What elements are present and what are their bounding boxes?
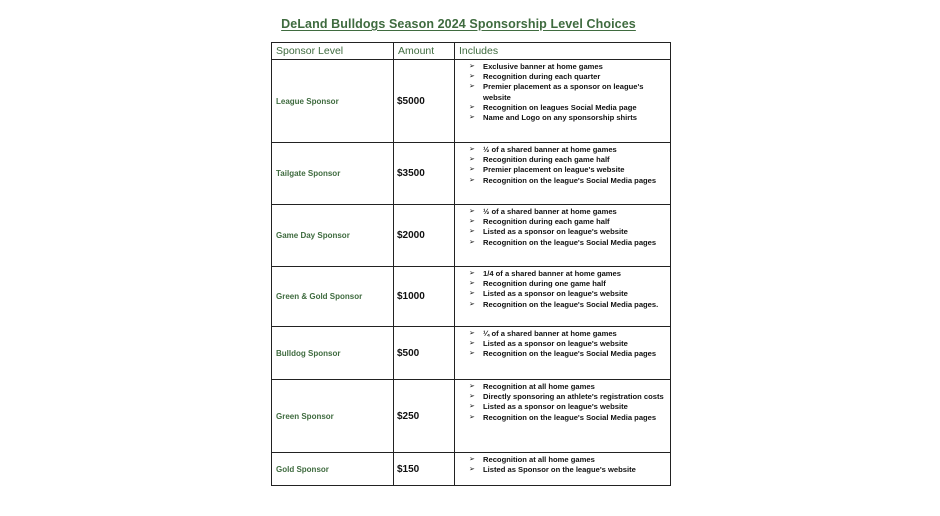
benefit-item: ➢ Recognition on the league's Social Media pages xyxy=(469,176,664,186)
benefit-item: ➢ Recognition on the league's Social Media pages. xyxy=(469,300,664,310)
benefits-list xyxy=(469,207,664,248)
sponsor-level-cell: Tailgate Sponsor xyxy=(272,143,394,205)
benefit-item: ➢ Listed as a sponsor on league's website xyxy=(469,402,664,412)
includes-cell xyxy=(455,380,671,453)
includes-cell xyxy=(455,453,671,486)
benefit-item: ➢ ½ of a shared banner at home games xyxy=(469,145,664,155)
benefit-item: ➢ Recognition during each quarter xyxy=(469,72,664,82)
amount-cell: $1000 xyxy=(394,267,455,327)
benefit-item: ➢ Recognition at all home games xyxy=(469,382,664,392)
table-row xyxy=(272,380,671,453)
includes-cell xyxy=(455,205,671,267)
benefit-item: ➢ Exclusive banner at home games xyxy=(469,62,664,72)
benefits-list xyxy=(469,329,664,360)
header-amount: Amount xyxy=(394,43,455,60)
table-row xyxy=(272,267,671,327)
page-title: DeLand Bulldogs Season 2024 Sponsorship Level Choices xyxy=(281,17,636,31)
benefit-item: ➢ Premier placement as a sponsor on league's website xyxy=(469,82,664,102)
includes-cell xyxy=(455,143,671,205)
benefit-item: ➢ Recognition on leagues Social Media page xyxy=(469,103,664,113)
benefit-item: ➢ Listed as a sponsor on league's website xyxy=(469,227,664,237)
sponsorship-table xyxy=(271,42,671,486)
sponsor-level-cell: League Sponsor xyxy=(272,60,394,143)
amount-cell: $150 xyxy=(394,453,455,486)
benefits-list xyxy=(469,382,664,423)
table-row xyxy=(272,143,671,205)
amount-cell: $3500 xyxy=(394,143,455,205)
sponsor-level-cell: Green & Gold Sponsor xyxy=(272,267,394,327)
benefit-item: ➢ Name and Logo on any sponsorship shirts xyxy=(469,113,664,123)
benefit-item: ➢ Recognition during one game half xyxy=(469,279,664,289)
sponsor-level-cell: Gold Sponsor xyxy=(272,453,394,486)
benefit-item: ➢ 1/4 of a shared banner at home games xyxy=(469,269,664,279)
benefits-list xyxy=(469,269,664,310)
sponsor-level-cell: Bulldog Sponsor xyxy=(272,327,394,380)
benefits-list xyxy=(469,455,664,475)
benefit-item: ➢ Recognition at all home games xyxy=(469,455,664,465)
benefit-item: ➢ Recognition during each game half xyxy=(469,217,664,227)
benefit-item: ➢ Premier placement on league's website xyxy=(469,165,664,175)
header-includes: Includes xyxy=(455,43,671,60)
table-header-row xyxy=(272,43,671,60)
benefit-item: ➢ ½ of a shared banner at home games xyxy=(469,207,664,217)
amount-cell: $250 xyxy=(394,380,455,453)
benefit-item: ➢ ¼ of a shared banner at home games xyxy=(469,329,664,339)
benefit-item: ➢ Listed as Sponsor on the league's website xyxy=(469,465,664,475)
benefit-item: ➢ Listed as a sponsor on league's website xyxy=(469,339,664,349)
includes-cell xyxy=(455,327,671,380)
benefit-item: ➢ Listed as a sponsor on league's website xyxy=(469,289,664,299)
table-row xyxy=(272,453,671,486)
amount-cell: $5000 xyxy=(394,60,455,143)
table-row xyxy=(272,60,671,143)
table-row xyxy=(272,205,671,267)
benefit-item: ➢ Directly sponsoring an athlete's registration costs xyxy=(469,392,664,402)
includes-cell xyxy=(455,267,671,327)
benefit-item: ➢ Recognition on the league's Social Media pages xyxy=(469,349,664,359)
sponsor-level-cell: Game Day Sponsor xyxy=(272,205,394,267)
table-row xyxy=(272,327,671,380)
amount-cell: $2000 xyxy=(394,205,455,267)
sponsor-level-cell: Green Sponsor xyxy=(272,380,394,453)
benefit-item: ➢ Recognition during each game half xyxy=(469,155,664,165)
amount-cell: $500 xyxy=(394,327,455,380)
includes-cell xyxy=(455,60,671,143)
header-sponsor-level: Sponsor Level xyxy=(272,43,394,60)
benefits-list xyxy=(469,145,664,186)
benefit-item: ➢ Recognition on the league's Social Media pages xyxy=(469,413,664,423)
benefits-list xyxy=(469,62,664,123)
benefit-item: ➢ Recognition on the league's Social Media pages xyxy=(469,238,664,248)
